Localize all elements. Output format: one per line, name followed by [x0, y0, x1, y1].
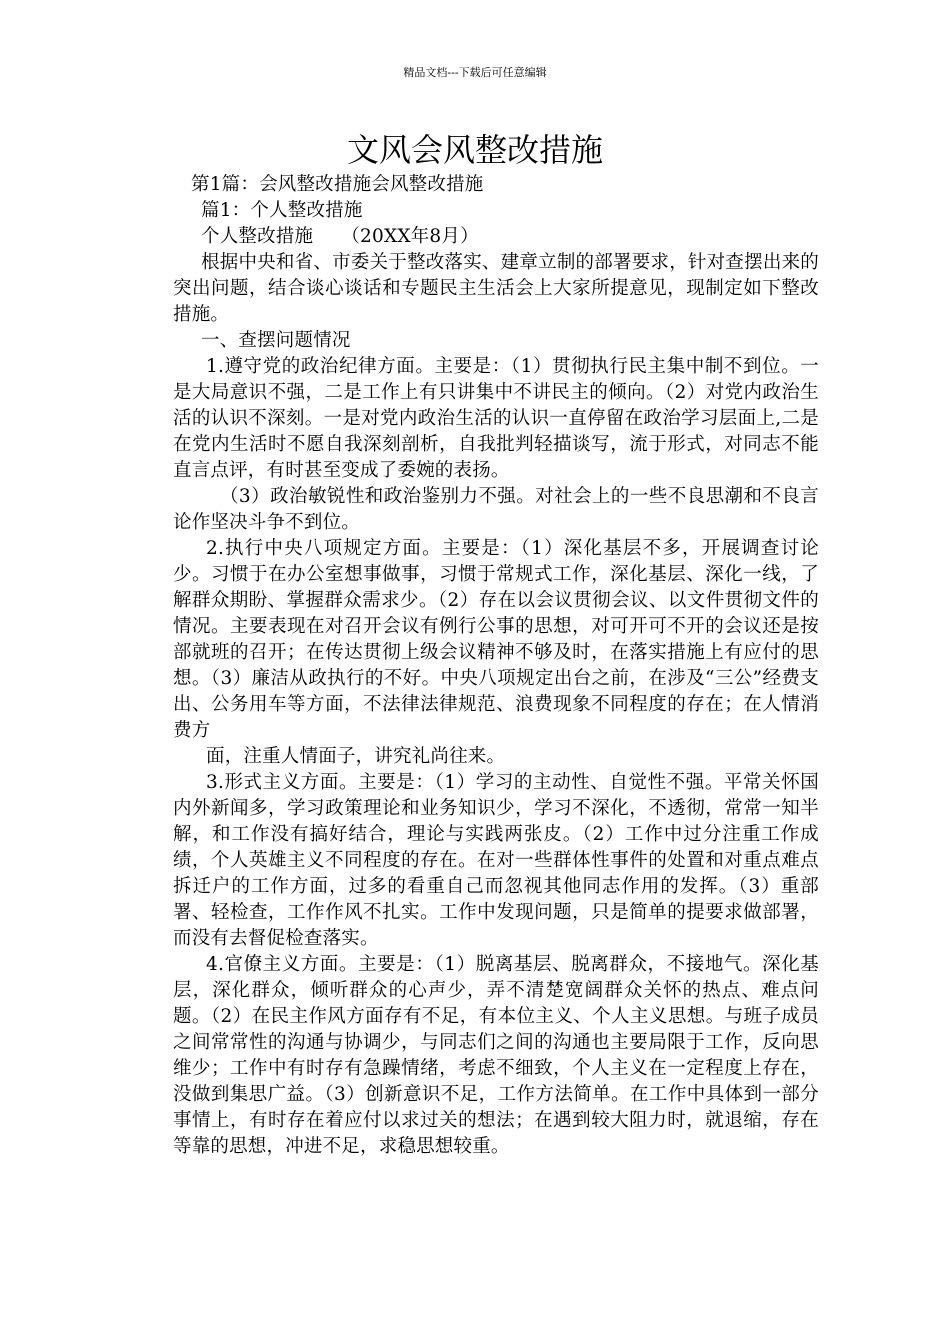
paragraph-intro: 根据中央和省、市委关于整改落实、建章立制的部署要求，针对查摆出来的突出问题，结合谈心谈话和专题民主生活会上大家所提意见，现制定如下整改措施。: [173, 252, 819, 325]
paragraph-section-heading: 篇1：个人整改措施: [201, 200, 363, 221]
header-note: 精品文档---下载后可任意编辑: [403, 66, 547, 79]
paragraph-heading-problems: 一、查摆问题情况: [201, 330, 351, 351]
paragraph-item-3: 3.形式主义方面。主要是：（1）学习的主动性、自觉性不强。平常关怀国内外新闻多，学习政策理论和业务知识少，学习不深化，不透彻，常常一知半解，和工作没有搞好结合，理论与实践两张皮。（2）工作中过分注重工作成绩，个人英雄主义不同程度的存在。在对一些群体性事件的处置和对重点难点拆迁户的工作方面，过多的看重自己而忽视其他同志作用的发挥。（3）重部署、轻检查，工作作风不扎实。工作中发现问题，只是简单的提要求做部署，而没有去督促检查落实。: [173, 772, 819, 949]
paragraph-item-2-cont: 面，注重人情面子，讲究礼尚往来。: [206, 746, 506, 767]
paragraph-item-1: 1.遵守党的政治纪律方面。主要是：（1）贯彻执行民主集中制不到位。一是大局意识不强，二是工作上有只讲集中不讲民主的倾向。（2）对党内政治生活的认识不深刻。一是对党内政治生活的认识一直停留在政治学习层面上,二是在党内生活时不愿自我深刻剖析，自我批判轻描谈写，流于形式，对同志不能直言点评，有时甚至变成了委婉的表扬。: [173, 356, 819, 481]
paragraph-item-4: 4.官僚主义方面。主要是：（1）脱离基层、脱离群众，不接地气。深化基层，深化群众，倾听群众的心声少，弄不清楚宽阔群众关怀的热点、难点问题。（2）在民主作风方面存有不足，有本位主义、个人主义思想。与班子成员之间常常性的沟通与协调少，与同志们之间的沟通也主要局限于工作，反向思维少；工作中有时存有急躁情绪，考虑不细致，个人主义在一定程度上存在，没做到集思广益。（3）创新意识不足，工作方法简单。在工作中具体到一部分事情上，有时存在着应付以求过关的想法；在遇到较大阻力时，就退缩，存在等靠的思想，冲进不足，求稳思想较重。: [173, 954, 819, 1157]
paragraph-chapter-heading: 第1篇：会风整改措施会风整改措施: [191, 174, 484, 195]
document-title: 文风会风整改措施: [346, 131, 603, 169]
paragraph-item-1-cont: （3）政治敏锐性和政治鉴别力不强。对社会上的一些不良思潮和不良言论作坚决斗争不到位。: [173, 486, 819, 533]
paragraph-subtitle-date: 个人整改措施 （20XX年8月）: [201, 226, 479, 247]
paragraph-item-2: 2.执行中央八项规定方面。主要是：（1）深化基层不多，开展调查讨论少。习惯于在办公室想事做事，习惯于常规式工作，深化基层、深化一线，了解群众期盼、掌握群众需求少。（2）存在以会议贯彻会议、以文件贯彻文件的情况。主要表现在对召开会议有例行公事的思想，对可开可不开的会议还是按部就班的召开；在传达贯彻上级会议精神不够及时，在落实措施上有应付的思想。（3）廉洁从政执行的不好。中央八项规定出台之前，在涉及“三公”经费支出、公务用车等方面，不法律法律规范、浪费现象不同程度的存在；在人情消费方: [173, 538, 819, 741]
document-body: [173, 172, 819, 1160]
